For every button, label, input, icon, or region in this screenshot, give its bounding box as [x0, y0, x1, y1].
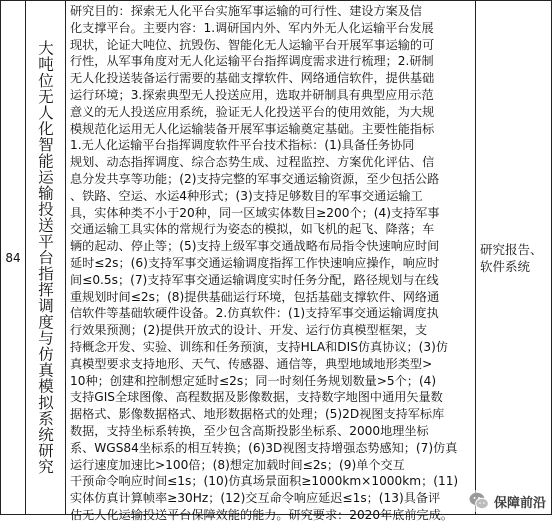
content-line: 估无人化运输投送平台保障效能的能力。研究要求：2020年底前完成。 — [70, 507, 453, 522]
content-line: 运行速度加速比>100倍；(8)想定加载时间≤2s；(9)单个交互 — [70, 457, 405, 472]
content-line: 意义的无人投送应用系统，验证无人化投送平台的使用效能，为大规 — [70, 104, 435, 119]
content-line: 辆的起动、停止等；(5)支持上级军事交通战略布局指令快速响应时间 — [70, 239, 440, 254]
content-line: 系、WGS84坐标系的相互转换；(6)3D视图支持增强态势感知；(7)仿真 — [70, 440, 458, 455]
content-line: 化支撑平台。主要内容：1.调研国内外、军内外无人化运输平台发展 — [70, 20, 434, 35]
column-divider — [65, 1, 66, 514]
content-line: 规划、动态指挥调度、综合态势生成、过程监控、方案优化评估、信 — [70, 155, 435, 170]
project-title-cell — [26, 1, 64, 514]
content-line: 现状，论证大吨位、抗毁伤、智能化无人运输平台开展军事运输的可 — [70, 37, 435, 52]
deliverable-text: 研究报告、软件系统 — [480, 241, 543, 274]
project-title: 大吨位无人化智能运输投送平台指挥调度与仿真模拟系统研究 — [36, 40, 54, 475]
content-line: 息分发共享等功能；(2)支持完整的军事交通运输资源，至少包括公路 — [70, 171, 440, 186]
watermark-text: 保障前沿 — [493, 495, 546, 511]
content-line: 具，实体种类不小于20种，同一区域实体数目≥200个；(4)支持军事 — [70, 205, 440, 220]
content-line: 运行环境；3.探索典型无人投送应用，选取并研制具有典型应用示范 — [70, 87, 434, 102]
watermark — [468, 490, 546, 512]
content-line: 持概念开发、实验、训练和任务预演，支持HLA和DIS仿真协议；(3)仿 — [70, 339, 448, 354]
content-line: 模规范化运用无人化运输装备开展军事运输奠定基础。主要性能指标 — [70, 121, 435, 136]
project-content-cell — [67, 1, 473, 522]
content-line: 干预命令响应时间≤1s；(10)仿真场景面积≥1000km×1000km；(11) — [70, 474, 459, 489]
column-divider — [475, 1, 476, 514]
content-line: 真模型要求支持地形、天气、传感器、通信等，典型地域地形类型> — [70, 356, 433, 371]
content-line: 10种；创建和控制想定延时≤2s；同一时刻任务规划数量>5个；(4) — [70, 373, 437, 388]
content-line: 据格式、影像数据格式、地形数据格式的处理；(5)2D视图支持军标库 — [70, 407, 445, 422]
row-number: 84 — [5, 250, 21, 265]
content-line: 间≤0.5s；(7)支持军事交通运输调度实时任务分配，路径规划与在线 — [70, 272, 439, 287]
deliverable-cell — [477, 1, 551, 514]
content-line: 、铁路、空运、水运4种形式；(3)支持足够数目的军事交通运输工 — [70, 188, 423, 203]
content-line: 数据，支持坐标系转换，至少包含高斯投影坐标系、2000地理坐标 — [70, 423, 429, 438]
content-line: 交通运输工具实体的常规行为姿态的模拟，如飞机的起飞、降落；车 — [70, 222, 435, 237]
content-line: 支持GIS全球图像、高程数据及影像数据，支持数字地图中通用矢量数 — [70, 390, 443, 405]
content-line: 无人化投送装备运行需要的基础支撑软件、网络通信软件，提供基础 — [70, 71, 435, 86]
content-line: 实体仿真计算帧率≥30Hz；(12)交互命令响应延迟≤1s；(13)具备评 — [70, 491, 441, 506]
content-line: 1.无人化运输平台指挥调度软件平台技术指标：(1)具备任务协同 — [70, 138, 415, 153]
content-line: 研究目的：探索无人化平台实施军事运输的可行性、建设方案及信 — [70, 4, 423, 18]
content-line: 行效果预测；(2)提供开放式的设计、开发、运行仿真模型框架，支 — [70, 323, 428, 338]
row-number-cell — [1, 1, 25, 514]
wechat-logo-icon — [468, 490, 490, 512]
content-line: 延时≤2s；(6)支持军事交通运输调度指挥工作快速响应操作，响应时 — [70, 255, 440, 270]
content-line: 信软件等基础软硬件设备。2.仿真软件：(1)支持军事交通运输调度执 — [70, 306, 439, 321]
content-line: 行性，从军事角度对无人化运输平台指挥调度需求进行梳理；2.研制 — [70, 54, 434, 69]
content-line: 重规划时间≤2s；(8)提供基础运行环境，包括基础支撑软件、网络通 — [70, 289, 440, 304]
